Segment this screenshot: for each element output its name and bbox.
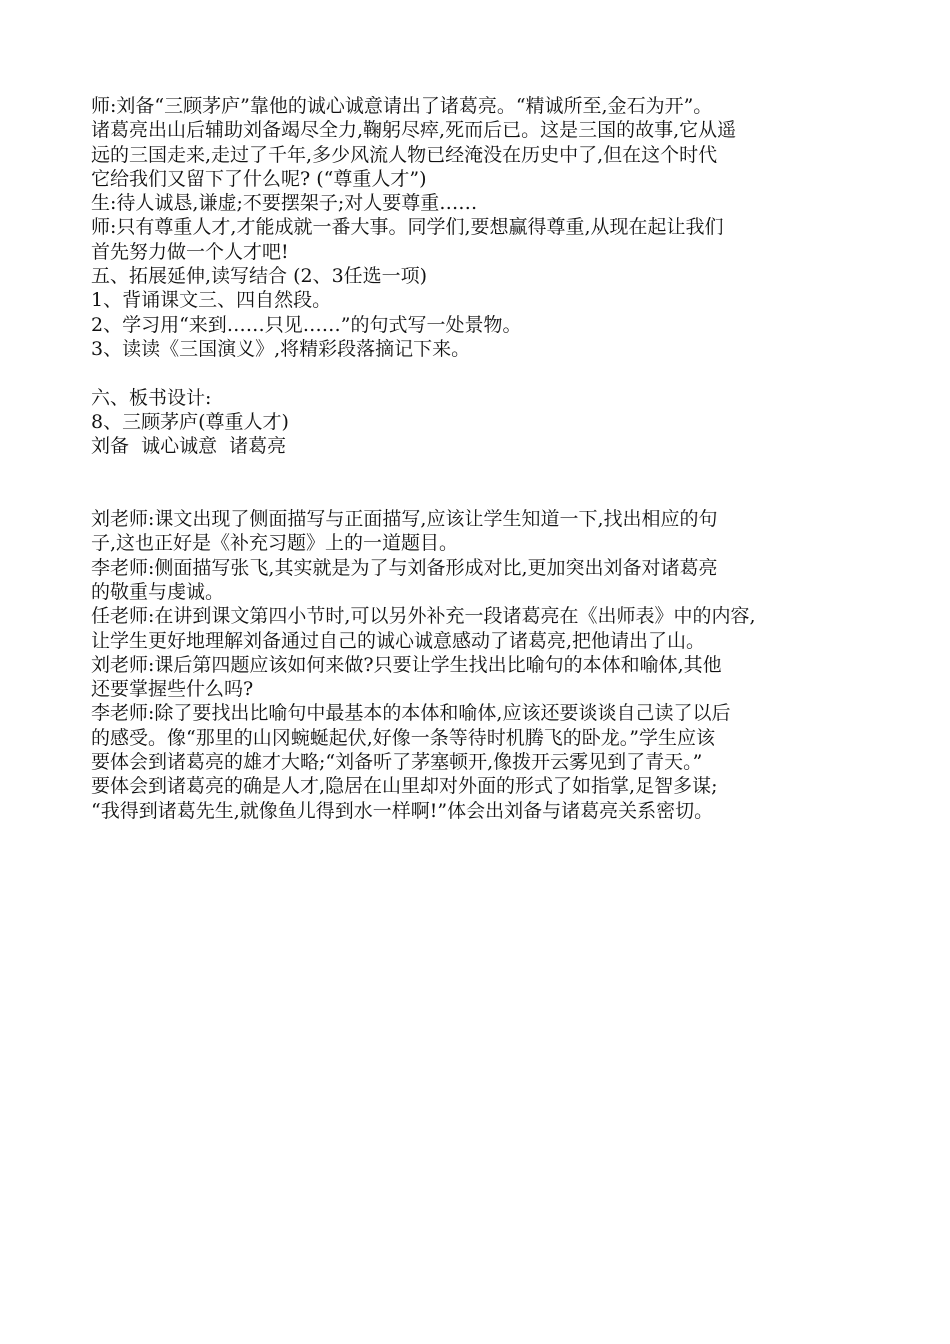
board-row: 刘备 诚心诚意 诸葛亮	[91, 435, 287, 458]
text-line: 师:刘备“三顾茅庐”靠他的诚心诚意请出了诸葛亮。“精诚所至,金石为开”。	[91, 95, 713, 117]
board-design	[91, 386, 871, 459]
comment-line: 的敬重与虔诚。	[91, 580, 225, 603]
document-page	[91, 94, 871, 823]
text-line: 师:只有尊重人才,才能成就一番大事。同学们,要想赢得尊重,从现在起让我们	[91, 216, 724, 239]
comment-line: “我得到诸葛先生,就像鱼儿得到水一样啊!”体会出刘备与诸葛亮关系密切。	[91, 799, 714, 822]
comment-line: 李老师:除了要找出比喻句中最基本的本体和喻体,应该还要谈谈自己读了以后	[91, 702, 731, 725]
comment-line: 李老师:侧面描写张飞,其实就是为了与刘备形成对比,更加突出刘备对诸葛亮	[91, 556, 718, 579]
section-heading: 五、拓展延伸,读写结合 (2、3任选一项)	[91, 265, 428, 288]
comment-line: 刘老师:课后第四题应该如何来做?只要让学生找出比喻句的本体和喻体,其他	[91, 653, 722, 676]
lesson-section	[91, 94, 871, 361]
text-line: 生:待人诚恳,谦虚;不要摆架子;对人要尊重……	[91, 192, 478, 215]
text-line: 诸葛亮出山后辅助刘备竭尽全力,鞠躬尽瘁,死而后已。这是三国的故事,它从遥	[91, 119, 737, 142]
list-item: 2、学习用“来到……只见……”的句式写一处景物。	[91, 313, 522, 336]
spacer	[91, 458, 871, 507]
section-heading: 六、板书设计:	[91, 386, 212, 409]
comment-line: 刘老师:课文出现了侧面描写与正面描写,应该让学生知道一下,找出相应的句	[91, 508, 718, 531]
comment-line: 任老师:在讲到课文第四小节时,可以另外补充一段诸葛亮在《出师表》中的内容,	[91, 605, 756, 628]
comment-line: 子,这也正好是《补充习题》上的一道题目。	[91, 532, 459, 555]
text-line: 首先努力做一个人才吧!	[91, 240, 289, 263]
comment-line: 让学生更好地理解刘备通过自己的诚心诚意感动了诸葛亮,把他请出了山。	[91, 629, 706, 652]
comment-line: 要体会到诸葛亮的雄才大略;“刘备听了茅塞顿开,像拨开云雾见到了青天。”	[91, 751, 703, 774]
text-line: 它给我们又留下了什么呢? (“尊重人才”)	[91, 167, 427, 190]
list-item: 1、背诵课文三、四自然段。	[91, 289, 332, 312]
list-item: 3、读读《三国演义》,将精彩段落摘记下来。	[91, 337, 471, 360]
spacer	[91, 361, 871, 385]
teacher-comments	[91, 507, 871, 823]
board-title: 8、三顾茅庐(尊重人才)	[91, 410, 289, 433]
comment-line: 要体会到诸葛亮的确是人才,隐居在山里却对外面的形式了如指掌,足智多谋;	[91, 775, 718, 798]
comment-line: 还要掌握些什么吗?	[91, 678, 254, 701]
comment-line: 的感受。像“那里的山冈蜿蜒起伏,好像一条等待时机腾飞的卧龙。”学生应该	[91, 726, 715, 749]
text-line: 远的三国走来,走过了千年,多少风流人物已经淹没在历史中了,但在这个时代	[91, 143, 718, 166]
